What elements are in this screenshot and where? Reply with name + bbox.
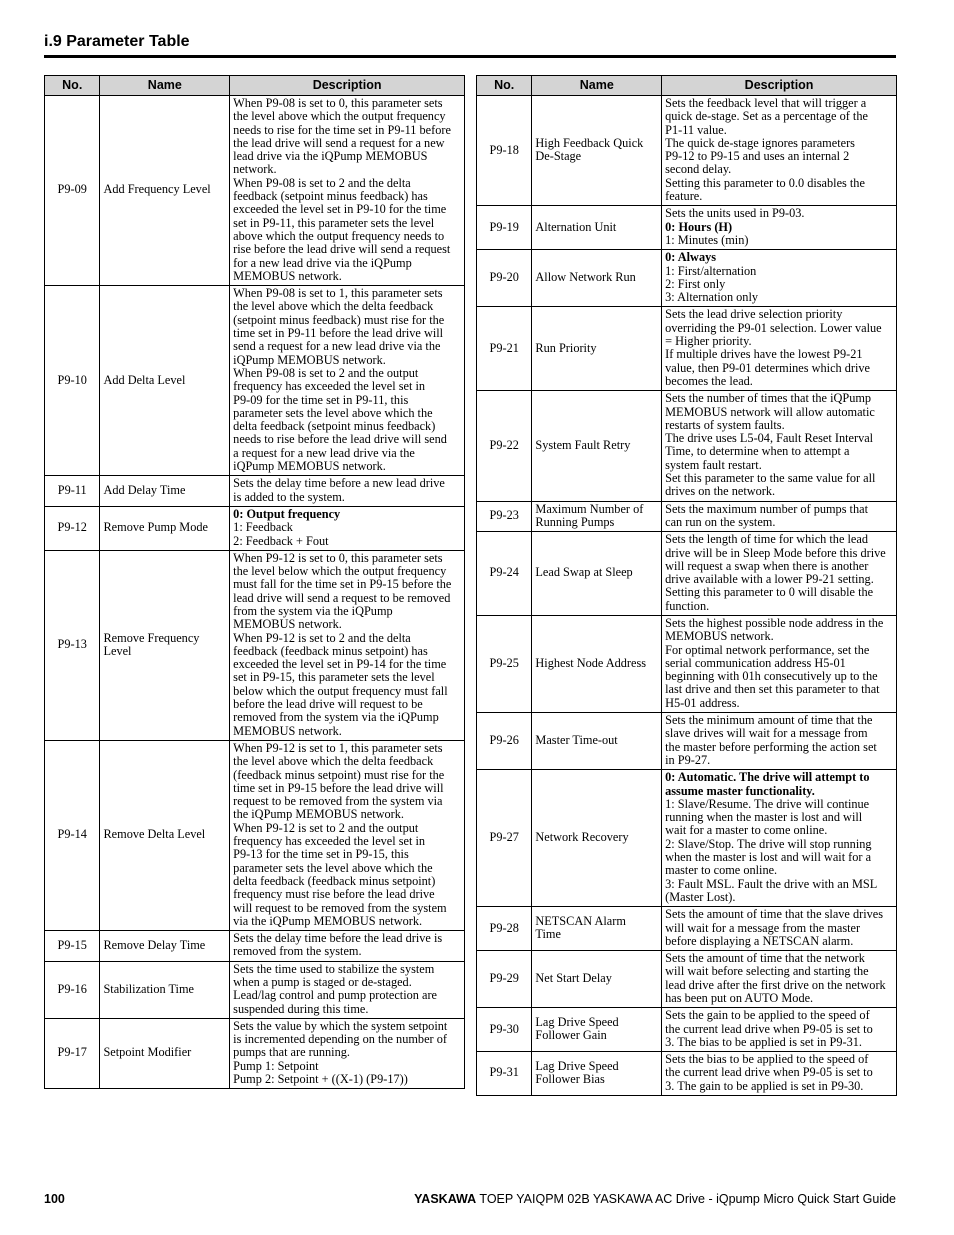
description-line: from the system via the iQPump (233, 603, 393, 618)
description-line: Sets the highest possible node address in the (665, 615, 884, 630)
parameter-name (100, 506, 230, 550)
description-line: 3. The bias to be applied is set in P9-31. (665, 1034, 862, 1049)
parameter-number: P9-19 (477, 206, 532, 250)
parameter-name-line: Allow Network Run (535, 270, 636, 285)
parameter-name (532, 96, 662, 206)
parameter-name-line: Level (103, 643, 132, 658)
parameter-name-line: Alternation Unit (535, 219, 617, 234)
parameter-name-line: Stabilization Time (103, 981, 194, 996)
parameter-number: P9-13 (45, 550, 100, 740)
parameter-name-line: De-Stage (535, 149, 582, 164)
description-line: will request a swap when there is another (665, 558, 869, 573)
description-line: overriding the P9-01 selection. Lower value (665, 320, 882, 335)
description-line: removed from the system via the iQPump (233, 710, 439, 725)
description-line: When P9-12 is set to 1, this parameter sets (233, 740, 443, 755)
header-row (477, 76, 897, 96)
description-line: Setting this parameter to 0 will disable the (665, 585, 874, 600)
parameter-row (477, 250, 897, 307)
parameter-name (532, 391, 662, 501)
parameter-number: P9-17 (45, 1018, 100, 1088)
description-line: iQPump MEMOBUS network. (233, 459, 386, 474)
description-line: Time, to determine when to attempt a (665, 444, 850, 459)
parameter-row (45, 740, 465, 930)
footer-doc-title: TOEP YAIQPM 02B YASKAWA AC Drive - iQpump Micro Quick Start Guide (479, 1192, 896, 1206)
parameter-name-line: Remove Frequency (103, 630, 200, 645)
description-line: the master before performing the action set (665, 739, 877, 754)
description-line: is incremented depending on the number of (233, 1032, 447, 1047)
description-line: network. (233, 162, 277, 177)
parameter-number: P9-30 (477, 1008, 532, 1052)
parameter-name (100, 286, 230, 476)
description-line: (feedback minus setpoint) must rise for the (233, 767, 445, 782)
parameter-name-line: Time (535, 927, 561, 942)
parameter-row (477, 907, 897, 951)
parameter-name-line: Add Frequency Level (103, 182, 211, 197)
parameter-row (45, 550, 465, 740)
parameter-row (477, 1052, 897, 1096)
description-line: MEMOBUS network. (665, 629, 774, 644)
description-line: 0: Automatic. The drive will attempt to (665, 770, 870, 785)
description-line: MEMOBUS network. (233, 617, 342, 632)
description-line: P9-13 for the time set in P9-15, this (233, 847, 409, 862)
description-line: drives on the network. (665, 484, 776, 499)
description-line: lead drive via the iQPump MEMOBUS (233, 149, 428, 164)
description-line: the current lead drive when P9-05 is set to (665, 1065, 873, 1080)
parameter-description (662, 615, 897, 712)
description-line: the level above which the output frequency (233, 109, 446, 124)
parameter-name (532, 770, 662, 907)
description-line: above which the output frequency needs to (233, 228, 445, 243)
parameter-description (230, 286, 465, 476)
description-line: 3. The gain to be applied is set in P9-30. (665, 1078, 864, 1093)
description-line: the level above which the delta feedback (233, 754, 434, 769)
parameter-description (230, 931, 465, 962)
parameter-name-line: Lead Swap at Sleep (535, 565, 633, 580)
description-line: MEMOBUS network. (233, 723, 342, 738)
description-line: exceeded the level set in P9-10 for the time (233, 202, 447, 217)
description-line: becomes the lead. (665, 373, 753, 388)
description-line: wait for a master to come online. (665, 823, 828, 838)
description-line: second delay. (665, 162, 732, 177)
parameter-description (230, 550, 465, 740)
description-line: 2: Feedback + Fout (233, 533, 329, 548)
parameter-description (662, 1008, 897, 1052)
parameter-name-line: Follower Bias (535, 1072, 605, 1087)
parameter-description (662, 391, 897, 501)
description-line: H5-01 address. (665, 695, 740, 710)
description-line: restarts of system faults. (665, 417, 785, 432)
parameter-description (662, 250, 897, 307)
parameter-name (100, 550, 230, 740)
parameter-name (532, 532, 662, 616)
parameter-number: P9-28 (477, 907, 532, 951)
description-line: beginning with 01h consecutively up to the (665, 669, 878, 684)
description-line: Set this parameter to the same value for all (665, 471, 876, 486)
description-line: request to be removed from the system via (233, 794, 443, 809)
parameter-number: P9-21 (477, 307, 532, 391)
parameter-name-line: Net Start Delay (535, 971, 612, 986)
parameter-name-line: Follower Gain (535, 1028, 607, 1043)
description-line: before the lead drive will request to be (233, 697, 423, 712)
description-line: frequency has exceeded the level set in (233, 834, 426, 849)
header-row (45, 76, 465, 96)
parameter-description (662, 501, 897, 532)
description-line: can run on the system. (665, 514, 776, 529)
description-line: When P9-08 is set to 2 and the delta (233, 175, 411, 190)
column-header-name: Name (100, 76, 230, 96)
description-line: frequency has exceeded the level set in (233, 379, 426, 394)
parameter-name-line: NETSCAN Alarm (535, 913, 626, 928)
parameter-name (100, 740, 230, 930)
description-line: P9-09 for the time set in P9-11, this (233, 392, 409, 407)
footer-doc-info (414, 1192, 896, 1206)
description-line: is added to the system. (233, 489, 345, 504)
parameter-row (477, 391, 897, 501)
description-line: Sets the gain to be applied to the speed of (665, 1008, 870, 1023)
description-line: last drive and then set this parameter to that (665, 682, 880, 697)
parameter-row (45, 506, 465, 550)
description-line: value, then P9-01 determines which drive (665, 360, 871, 375)
description-line: Sets the feedback level that will trigger a (665, 96, 867, 110)
description-line: 2: First only (665, 276, 726, 291)
description-line: the lead drive will send a request for a new (233, 135, 445, 150)
parameter-row (477, 501, 897, 532)
description-line: suspended during this time. (233, 1001, 369, 1016)
column-header-no: No. (45, 76, 100, 96)
parameter-name-line: Remove Pump Mode (103, 520, 208, 535)
parameter-row (45, 931, 465, 962)
description-line: Sets the amount of time that the network (665, 951, 865, 966)
parameter-description (230, 961, 465, 1018)
column-header-no: No. (477, 76, 532, 96)
description-line: needs to rise before the lead drive will send (233, 432, 447, 447)
description-line: drive will be in Sleep Mode before this drive (665, 545, 886, 560)
parameter-name-line: Remove Delay Time (103, 937, 206, 952)
description-line: Sets the maximum number of pumps that (665, 501, 868, 516)
parameter-description (662, 951, 897, 1008)
parameter-name-line: Master Time-out (535, 733, 618, 747)
parameter-number: P9-10 (45, 286, 100, 476)
parameter-name (532, 250, 662, 307)
description-line: exceeded the level set in P9-14 for the time (233, 657, 447, 672)
description-line: the iQPump MEMOBUS network. (233, 807, 404, 822)
parameter-name-line: Add Delay Time (103, 482, 186, 497)
description-line: set in P9-15, this parameter sets the level (233, 670, 435, 685)
description-line: pumps that are running. (233, 1045, 350, 1060)
parameter-description (662, 907, 897, 951)
description-line: when a pump is staged or de-staged. (233, 975, 412, 989)
description-line: quick de-stage. Set as a percentage of the (665, 109, 868, 124)
description-line: must fall for the time set in P9-15 before the (233, 577, 452, 592)
description-line: lead drive will send a request to be removed (233, 590, 451, 605)
parameter-table-left (44, 75, 465, 1089)
description-line: before displaying a NETSCAN alarm. (665, 933, 854, 948)
description-line: 1: Feedback (233, 520, 293, 535)
description-line: Sets the time used to stabilize the system (233, 961, 435, 976)
description-line: iQPump MEMOBUS network. (233, 352, 386, 367)
description-line: Pump 2: Setpoint + ((X-1) (P9-17)) (233, 1072, 408, 1087)
description-line: for a new lead drive via the iQPump (233, 255, 412, 270)
description-line: has been put on AUTO Mode. (665, 991, 814, 1005)
description-line: delta feedback (feedback minus setpoint) (233, 873, 436, 888)
description-line: When P9-08 is set to 2 and the output (233, 365, 419, 380)
description-line: in P9-27. (665, 752, 711, 767)
description-line: 0: Always (665, 250, 717, 265)
parameter-name (100, 476, 230, 507)
parameter-name-line: System Fault Retry (535, 437, 631, 452)
description-line: 0: Hours (H) (665, 219, 733, 234)
parameter-name-line: Maximum Number of (535, 501, 644, 516)
description-line: When P9-08 is set to 0, this parameter sets (233, 96, 443, 110)
parameter-number: P9-20 (477, 250, 532, 307)
parameter-row (45, 96, 465, 286)
parameter-number: P9-25 (477, 615, 532, 712)
description-line: Sets the amount of time that the slave drives (665, 907, 884, 922)
description-line: (Master Lost). (665, 889, 736, 904)
description-line: will wait for a message from the master (665, 920, 861, 935)
description-line: feature. (665, 189, 703, 204)
parameter-name (100, 96, 230, 286)
description-line: time set in P9-11 before the lead drive will (233, 326, 444, 341)
parameter-name-line: Setpoint Modifier (103, 1045, 192, 1060)
parameter-number: P9-14 (45, 740, 100, 930)
description-line: drive available with a lower P9-21 setting. (665, 572, 874, 587)
parameter-row (477, 713, 897, 770)
parameter-name-line: Lag Drive Speed (535, 1014, 619, 1029)
description-line: running when the master is lost and will (665, 810, 863, 825)
parameter-description (230, 476, 465, 507)
description-line: Lead/lag control and pump protection are (233, 988, 438, 1003)
description-line: lead drive after the first drive on the network (665, 977, 886, 992)
parameter-name (532, 951, 662, 1008)
description-line: Sets the number of times that the iQPump (665, 391, 872, 406)
parameter-name (532, 713, 662, 770)
description-line: When P9-12 is set to 2 and the delta (233, 630, 411, 645)
parameter-number: P9-12 (45, 506, 100, 550)
description-line: For optimal network performance, set the (665, 642, 870, 657)
parameter-name (532, 1052, 662, 1096)
description-line: P9-12 to P9-15 and uses an internal 2 (665, 149, 850, 164)
parameter-number: P9-16 (45, 961, 100, 1018)
description-line: delta feedback (setpoint minus feedback) (233, 419, 436, 434)
description-line: Sets the lead drive selection priority (665, 307, 843, 322)
parameter-description (662, 770, 897, 907)
column-header-description: Description (662, 76, 897, 96)
description-line: 2: Slave/Stop. The drive will stop running (665, 836, 872, 851)
parameter-number: P9-31 (477, 1052, 532, 1096)
parameter-name-line: Running Pumps (535, 514, 615, 529)
parameter-name-line: Network Recovery (535, 830, 629, 845)
description-line: function. (665, 598, 710, 613)
description-line: set in P9-11, this parameter sets the level (233, 215, 435, 230)
parameter-row (477, 770, 897, 907)
parameter-description (662, 1052, 897, 1096)
parameter-name-line: Lag Drive Speed (535, 1058, 619, 1073)
description-line: MEMOBUS network will allow automatic (665, 404, 875, 419)
parameter-description (230, 506, 465, 550)
footer-brand: YASKAWA (414, 1192, 477, 1206)
description-line: the level above which the delta feedback (233, 299, 434, 314)
description-line: Sets the delay time before the lead drive is (233, 931, 443, 946)
parameter-row (45, 286, 465, 476)
parameter-number: P9-24 (477, 532, 532, 616)
description-line: will request to be removed from the system (233, 900, 447, 915)
description-line: will wait before selecting and starting the (665, 964, 869, 979)
parameter-description (230, 96, 465, 286)
section-title: i.9 Parameter Table (44, 33, 896, 58)
parameter-description (230, 1018, 465, 1088)
parameter-row (45, 961, 465, 1018)
description-line: time set in P9-15 before the lead drive will (233, 780, 444, 795)
parameter-row (477, 532, 897, 616)
parameter-row (477, 206, 897, 250)
description-line: Sets the bias to be applied to the speed of (665, 1052, 869, 1067)
parameter-name (100, 961, 230, 1018)
parameter-name (100, 1018, 230, 1088)
description-line: When P9-12 is set to 2 and the output (233, 820, 419, 835)
parameter-name (532, 501, 662, 532)
parameter-number: P9-15 (45, 931, 100, 962)
parameter-number: P9-26 (477, 713, 532, 770)
description-line: 1: First/alternation (665, 263, 757, 278)
parameter-name-line: Remove Delta Level (103, 827, 206, 842)
parameter-row (45, 1018, 465, 1088)
description-line: feedback (setpoint minus feedback) has (233, 189, 428, 204)
parameter-description (662, 307, 897, 391)
description-line: rise before the lead drive will send a request (233, 242, 451, 257)
description-line: send a request for a new lead drive via the (233, 339, 441, 354)
parameter-description (662, 206, 897, 250)
parameter-number: P9-18 (477, 96, 532, 206)
description-line: frequency must rise before the lead drive (233, 887, 435, 902)
parameter-description (662, 532, 897, 616)
parameter-name-line: Run Priority (535, 340, 597, 355)
description-line: 3: Alternation only (665, 290, 759, 305)
parameter-name (532, 615, 662, 712)
column-header-name: Name (532, 76, 662, 96)
parameter-row (477, 1008, 897, 1052)
description-line: removed from the system. (233, 944, 362, 959)
description-line: = Higher priority. (665, 334, 752, 349)
parameter-number: P9-27 (477, 770, 532, 907)
parameter-name (532, 1008, 662, 1052)
parameter-name-line: High Feedback Quick (535, 135, 644, 150)
parameter-name (532, 307, 662, 391)
description-line: When P9-08 is set to 1, this parameter sets (233, 286, 443, 301)
description-line: 3: Fault MSL. Fault the drive with an MSL (665, 876, 878, 891)
description-line: the current lead drive when P9-05 is set to (665, 1021, 873, 1036)
description-line: Sets the length of time for which the lead (665, 532, 868, 547)
description-line: needs to rise for the time set in P9-11 before (233, 122, 451, 137)
parameter-number: P9-09 (45, 96, 100, 286)
parameter-name-line: Highest Node Address (535, 655, 647, 670)
description-line: If multiple drives have the lowest P9-21 (665, 347, 863, 362)
description-line: MEMOBUS network. (233, 268, 342, 283)
parameter-row (45, 476, 465, 507)
description-line: below which the output frequency must fall (233, 683, 448, 698)
description-line: Setting this parameter to 0.0 disables the (665, 175, 865, 190)
description-line: via the iQPump MEMOBUS network. (233, 913, 423, 928)
parameter-number: P9-29 (477, 951, 532, 1008)
description-line: Sets the units used in P9-03. (665, 206, 805, 221)
description-line: slave drives will wait for a message from (665, 726, 868, 741)
description-line: parameter sets the level above which the (233, 860, 433, 875)
description-line: Sets the value by which the system setpoint (233, 1018, 448, 1033)
description-line: the level below which the output frequency (233, 564, 447, 579)
parameter-row (477, 307, 897, 391)
description-line: P1-11 value. (665, 122, 727, 137)
description-line: The drive uses L5-04, Fault Reset Interval (665, 431, 874, 446)
description-line: when the master is lost and will wait for a (665, 850, 872, 865)
parameter-description (662, 96, 897, 206)
description-line: 1: Minutes (min) (665, 232, 749, 247)
description-line: The quick de-stage ignores parameters (665, 135, 855, 150)
description-line: a request for a new lead drive via the (233, 445, 415, 460)
parameter-table-right (476, 75, 897, 1096)
column-header-description: Description (230, 76, 465, 96)
parameter-description (230, 740, 465, 930)
description-line: assume master functionality. (665, 783, 815, 798)
description-line: serial communication address H5-01 (665, 655, 846, 670)
parameter-row (477, 615, 897, 712)
description-line: Pump 1: Setpoint (233, 1058, 319, 1073)
parameter-number: P9-11 (45, 476, 100, 507)
description-line: feedback (feedback minus setpoint) has (233, 643, 428, 658)
parameter-number: P9-23 (477, 501, 532, 532)
page-number: 100 (44, 1192, 65, 1206)
description-line: Sets the delay time before a new lead drive (233, 476, 445, 491)
description-line: (setpoint minus feedback) must rise for the (233, 312, 445, 327)
description-line: Sets the minimum amount of time that the (665, 713, 873, 728)
parameter-name (100, 931, 230, 962)
parameter-name (532, 206, 662, 250)
parameter-name-line: Add Delta Level (103, 372, 186, 387)
parameter-name (532, 907, 662, 951)
description-line: master to come online. (665, 863, 778, 878)
description-line: parameter sets the level above which the (233, 405, 433, 420)
parameter-description (662, 713, 897, 770)
description-line: 0: Output frequency (233, 506, 341, 521)
parameter-row (477, 951, 897, 1008)
description-line: When P9-12 is set to 0, this parameter sets (233, 550, 443, 565)
description-line: system fault restart. (665, 457, 762, 472)
parameter-row (477, 96, 897, 206)
parameter-number: P9-22 (477, 391, 532, 501)
description-line: 1: Slave/Resume. The drive will continue (665, 796, 870, 811)
